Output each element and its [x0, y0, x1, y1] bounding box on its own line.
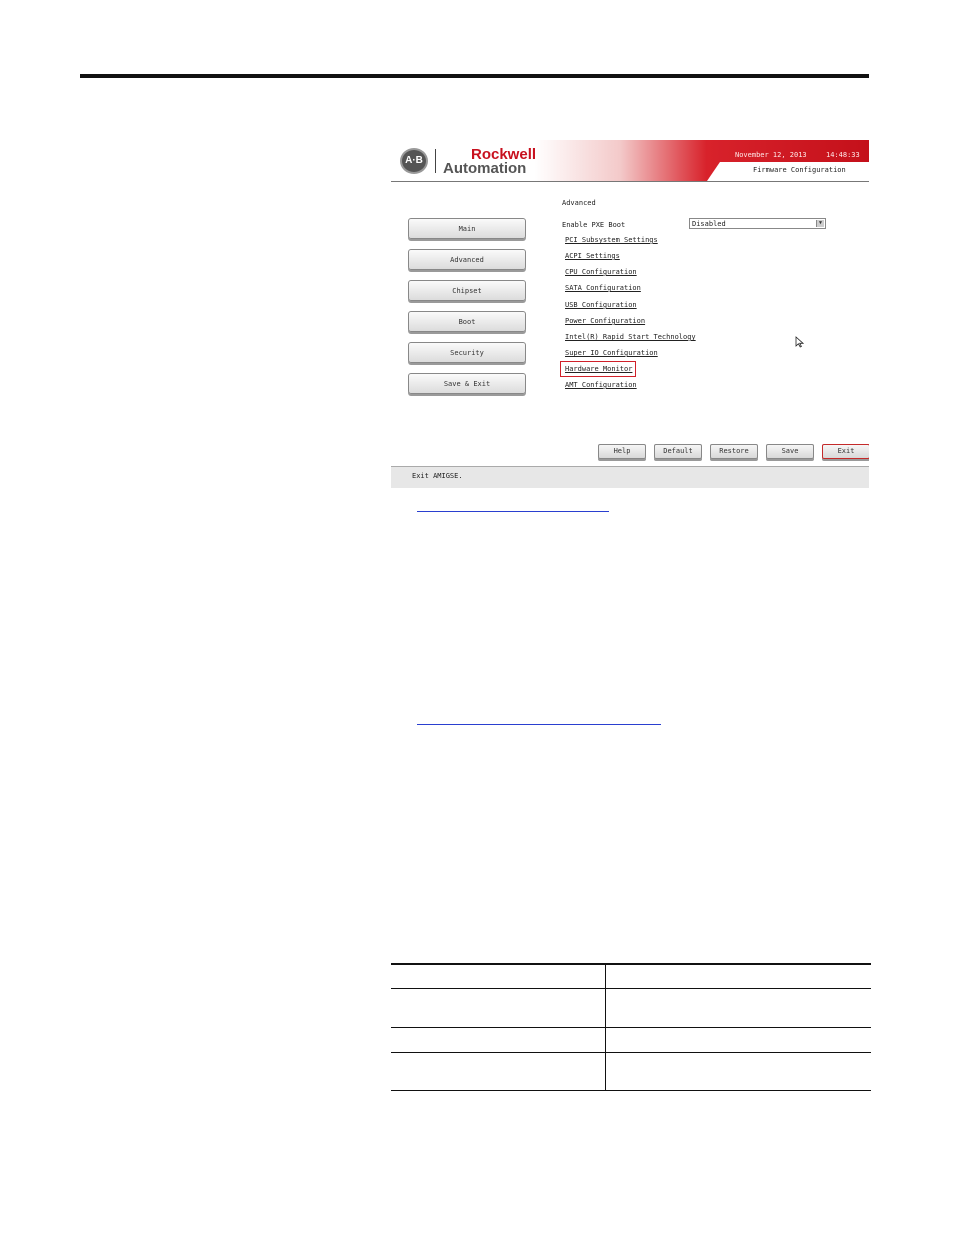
menu-pci-subsystem[interactable]: PCI Subsystem Settings [565, 236, 658, 244]
logo-divider [435, 149, 436, 173]
menu-rapid-start[interactable]: Intel(R) Rapid Start Technology [565, 333, 696, 341]
menu-usb-configuration[interactable]: USB Configuration [565, 301, 637, 309]
tab-title: Firmware Configuration [753, 166, 846, 174]
date-display: November 12, 2013 [735, 151, 807, 159]
nav-chipset-button[interactable]: Chipset [408, 280, 526, 301]
mouse-pointer-icon [795, 336, 804, 348]
nav-main-button[interactable]: Main [408, 218, 526, 239]
status-text: Exit AMIGSE. [412, 472, 463, 480]
header-rule [80, 74, 869, 78]
menu-super-io[interactable]: Super IO Configuration [565, 349, 658, 357]
nav-boot-button[interactable]: Boot [408, 311, 526, 332]
default-button[interactable]: Default [654, 444, 702, 459]
save-button[interactable]: Save [766, 444, 814, 459]
firmware-screenshot [391, 140, 869, 488]
table-row-divider [391, 1052, 871, 1053]
link-underline[interactable] [417, 724, 661, 725]
allen-bradley-logo [400, 148, 428, 174]
menu-cpu-configuration[interactable]: CPU Configuration [565, 268, 637, 276]
highlight-box [560, 361, 636, 377]
table-bottom-rule [391, 1090, 871, 1091]
status-bar [391, 466, 869, 488]
menu-amt-configuration[interactable]: AMT Configuration [565, 381, 637, 389]
link-underline[interactable] [417, 511, 609, 512]
nav-security-button[interactable]: Security [408, 342, 526, 363]
exit-button[interactable]: Exit [822, 444, 869, 459]
time-display: 14:48:33 [826, 151, 860, 159]
restore-button[interactable]: Restore [710, 444, 758, 459]
nav-save-exit-button[interactable]: Save & Exit [408, 373, 526, 394]
menu-power-configuration[interactable]: Power Configuration [565, 317, 646, 325]
pxe-boot-label: Enable PXE Boot [562, 221, 626, 229]
section-title: Advanced [562, 199, 596, 207]
menu-hardware-monitor[interactable]: Hardware Monitor [565, 365, 633, 373]
help-button[interactable]: Help [598, 444, 646, 459]
pxe-boot-value: Disabled [692, 220, 726, 228]
logo-text: A·B [405, 155, 423, 166]
table-column-divider [605, 965, 606, 1090]
pxe-boot-select[interactable] [689, 218, 826, 229]
brand-name-line2: Automation [443, 160, 527, 177]
table-row-divider [391, 988, 871, 989]
nav-advanced-button[interactable]: Advanced [408, 249, 526, 270]
menu-acpi-settings[interactable]: ACPI Settings [565, 252, 620, 260]
chevron-down-icon[interactable]: ▼ [816, 220, 824, 227]
brand-name-line1: Rockwell [471, 146, 537, 163]
header-divider [391, 181, 869, 182]
table-row-divider [391, 1027, 871, 1028]
menu-sata-configuration[interactable]: SATA Configuration [565, 284, 641, 292]
table-top-rule [391, 963, 871, 965]
